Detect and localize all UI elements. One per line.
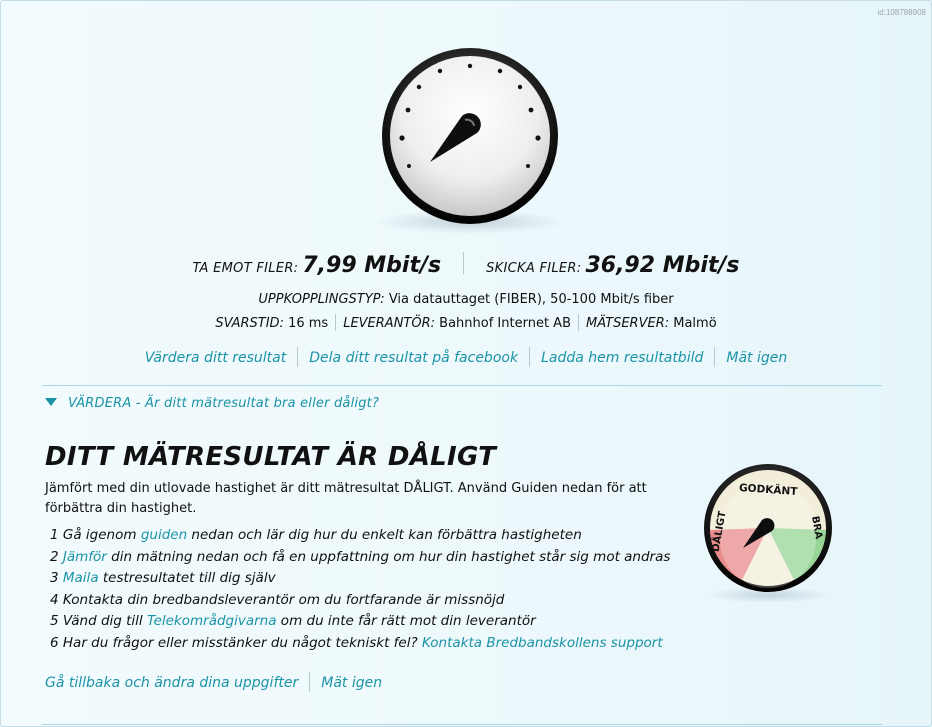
rate-result-link[interactable]: Värdera ditt resultat [144,350,287,366]
upload-value: 36,92 Mbit/s [585,253,740,278]
bottom-actions [45,672,382,692]
divider [297,347,298,367]
provider-value: Bahnhof Internet AB [439,316,571,331]
speed-results [0,252,932,278]
step-item [50,547,670,569]
step-text: nedan och lär dig hur du enkelt kan förbättra hastigheten [187,527,582,543]
divider [309,672,310,692]
result-description: Jämfört med din utlovade hastighet är ditt mätresultat DÅLIGT. Använd Guiden nedan för att förbättra din hastighet. [45,481,647,516]
step-item [50,611,670,633]
download-value: 7,99 Mbit/s [302,253,442,278]
step-text: Har du frågor eller misstänker du något tekniskt fel? [62,634,422,651]
latency-value: 16 ms [288,316,329,331]
step-item [50,633,670,655]
mail-link[interactable]: Maila [62,570,99,586]
step-text: testresultatet till dig själv [98,570,276,586]
result-heading: DITT MÄTRESULTAT ÄR DÅLIGT [45,442,497,472]
connection-type-label: UPPKOPPLINGSTYP: [258,292,385,307]
step-item [50,590,670,612]
connection-details-row [0,314,932,331]
step-text: Vänd dig till [62,613,147,629]
speedometer-main [370,40,570,240]
step-text: om du inte får rätt mot din leverantör [276,613,536,629]
provider-label: LEVERANTÖR: [343,316,436,331]
step-number: 6 [50,634,59,651]
step-text: Gå igenom [62,527,141,543]
rating-toggle[interactable] [45,396,379,411]
gauge-label-ok: GODKÄNT [738,481,798,499]
download-image-link[interactable]: Ladda hem resultatbild [541,350,704,366]
upload-label: SKICKA FILER: [486,261,582,276]
download-result [192,253,441,278]
section-divider [42,385,882,386]
result-actions [0,347,932,367]
measure-again-bottom-link[interactable]: Mät igen [321,675,383,691]
connection-type-row [0,292,932,307]
guide-link[interactable]: guiden [140,527,188,543]
share-facebook-link[interactable]: Dela ditt resultat på facebook [309,350,519,366]
gauge-label-good: BRA [809,515,824,540]
compare-link[interactable]: Jämför [62,548,107,565]
triangle-down-icon [45,398,57,406]
measure-again-link[interactable]: Mät igen [726,350,788,366]
step-item [50,568,670,590]
step-item [50,525,670,547]
divider [463,252,464,274]
latency-label: SVARSTID: [215,316,284,331]
step-text: Kontakta din bredbandsleverantör om du fortfarande är missnöjd [62,591,505,608]
back-edit-link[interactable]: Gå tillbaka och ändra dina uppgifter [45,675,299,691]
bottom-divider [42,724,882,725]
download-label: TA EMOT FILER: [192,261,299,276]
server-value: Malmö [673,316,717,331]
rating-toggle-label: VÄRDERA - Är ditt mätresultat bra eller dåligt? [68,396,380,411]
step-number: 5 [50,613,59,629]
server-label: MÄTSERVER: [585,316,670,331]
step-text: din mätning nedan och få en uppfattning om hur din hastighet står sig mot andras [106,548,671,565]
rating-gauge [700,460,840,605]
step-number: 2 [50,548,59,565]
step-number: 3 [50,570,59,586]
divider [335,314,336,331]
support-link[interactable]: Kontakta Bredbandskollens support [421,634,663,651]
improvement-steps [50,525,670,654]
gauge-label-bad: DÅLIGT [710,510,729,553]
divider [714,347,715,367]
connection-type-value: Via datauttaget (FIBER), 50-100 Mbit/s fiber [388,292,674,307]
corner-id: id:108788908 [877,8,926,17]
upload-result [486,253,739,278]
divider [578,314,579,331]
divider [529,347,530,367]
step-number: 1 [50,527,59,543]
step-number: 4 [50,591,59,608]
telecom-advisors-link[interactable]: Telekområdgivarna [146,613,277,629]
